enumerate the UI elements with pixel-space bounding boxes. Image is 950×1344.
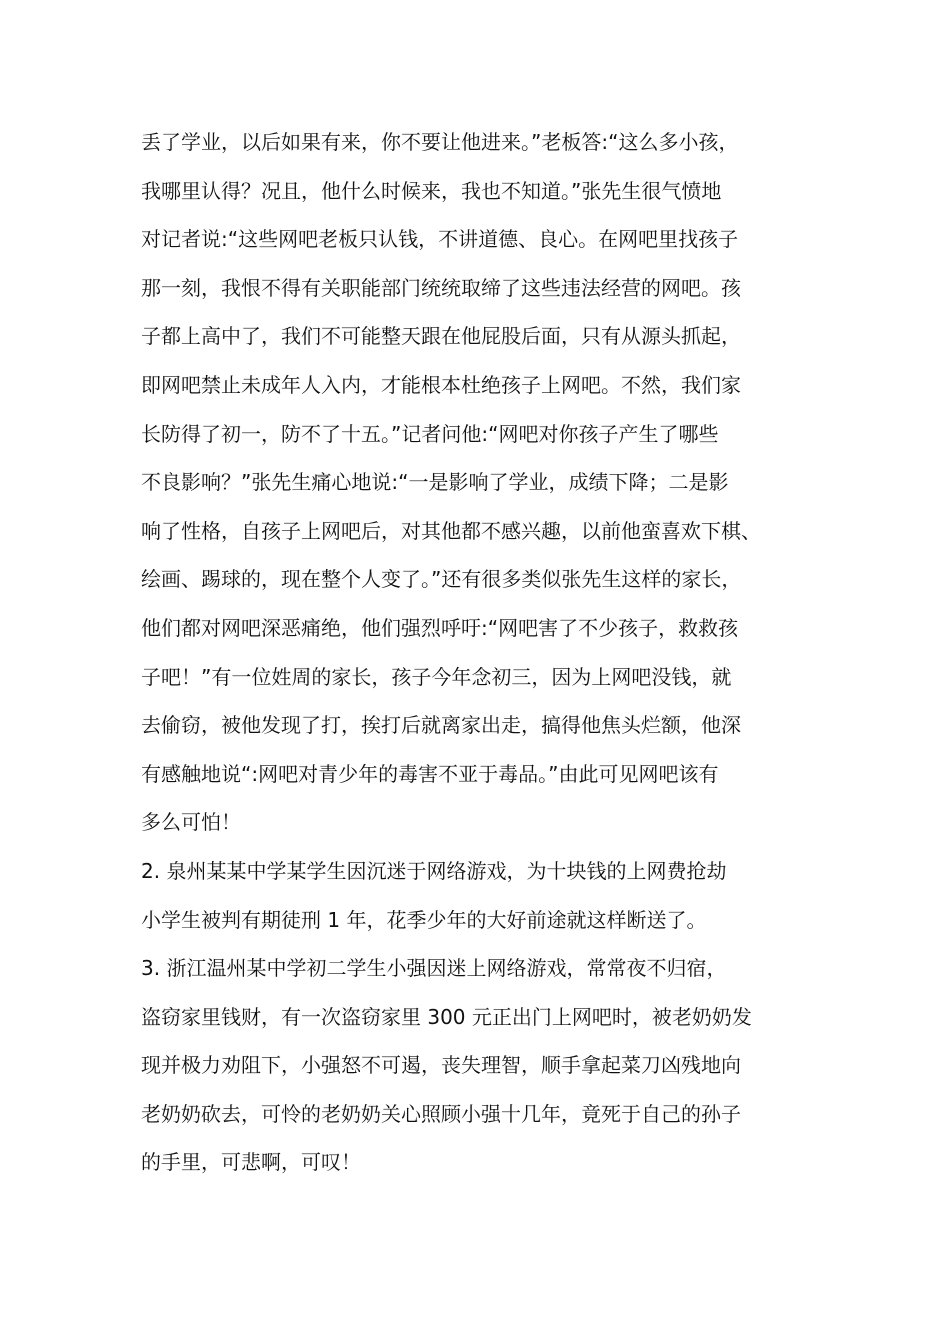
text-line: 去偷窃，被他发现了打，挨打后就离家出走，搞得他焦头烂额，他深 [141,713,741,738]
body-text [141,124,861,1193]
list-item-2-line: 2. 泉州某某中学某学生因沉迷于网络游戏，为十块钱的上网费抢劫 [141,858,727,883]
list-item-2-line: 小学生被判有期徒刑 1 年，花季少年的大好前途就这样断送了。 [141,907,707,932]
text-line: 子吧！”有一位姓周的家长，孩子今年念初三，因为上网吧没钱，就 [141,664,732,689]
text-line: 他们都对网吧深恶痛绝，他们强烈呼吁:“网吧害了不少孩子，救救孩 [141,615,739,640]
text-line: 那一刻，我恨不得有关职能部门统统取缔了这些违法经营的网吧。孩 [141,275,741,300]
text-line: 我哪里认得？况且，他什么时候来，我也不知道。”张先生很气愤地 [141,178,722,203]
text-line: 绘画、踢球的，现在整个人变了。”还有很多类似张先生这样的家长， [141,567,742,592]
text-line: 丢了学业，以后如果有来，你不要让他进来。”老板答:“这么多小孩， [141,130,739,154]
text-line: 多么可怕！ [141,810,241,835]
text-line: 有感触地说“:网吧对青少年的毒害不亚于毒品。”由此可见网吧该有 [141,761,719,786]
text-line: 即网吧禁止未成年人入内，才能根本杜绝孩子上网吧。不然，我们家 [141,372,741,397]
text-line: 长防得了初一，防不了十五。”记者问他:“网吧对你孩子产生了哪些 [141,421,719,446]
list-item-3-line: 老奶奶砍去，可怜的老奶奶关心照顾小强十几年，竟死于自己的孙子 [141,1101,741,1126]
list-item-3-line: 3. 浙江温州某中学初二学生小强因迷上网络游戏，常常夜不归宿， [141,956,727,981]
text-line: 子都上高中了，我们不可能整天跟在他屁股后面，只有从源头抓起， [141,324,741,349]
text-line: 响了性格，自孩子上网吧后，对其他都不感兴趣，以前他蛮喜欢下棋、 [141,518,761,543]
list-item-3-line: 现并极力劝阻下，小强怒不可遏，丧失理智，顺手拿起菜刀凶残地向 [141,1053,741,1078]
text-line: 对记者说:“这些网吧老板只认钱，不讲道德、良心。在网吧里找孩子 [141,227,739,252]
list-item-3-line: 盗窃家里钱财，有一次盗窃家里 300 元正出门上网吧时，被老奶奶发 [141,1004,752,1029]
list-item-3-line: 的手里，可悲啊，可叹！ [141,1150,361,1175]
text-line: 不良影响？”张先生痛心地说:“一是影响了学业，成绩下降；二是影 [141,470,729,495]
